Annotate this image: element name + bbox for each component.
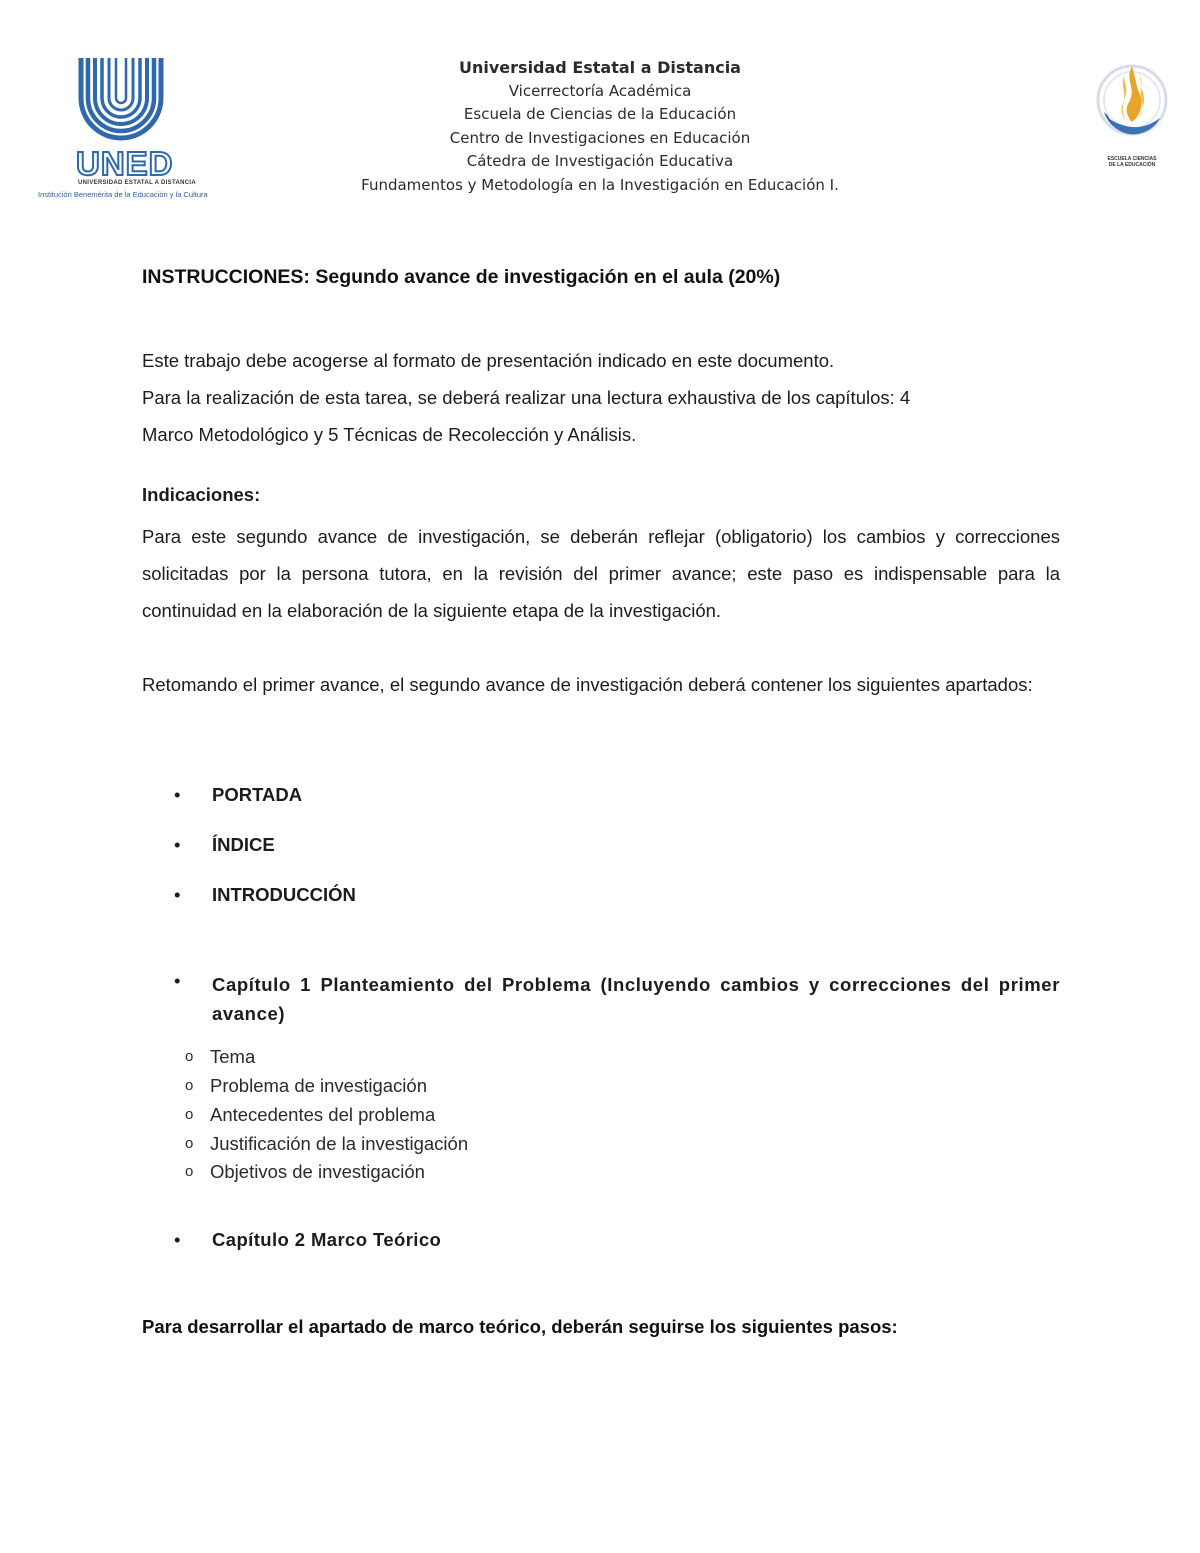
- bullet-icon: •: [174, 970, 181, 991]
- header-university: Universidad Estatal a Distancia: [459, 58, 741, 77]
- list-item-label: PORTADA: [212, 784, 303, 805]
- intro-paragraph: [142, 342, 1060, 453]
- uned-logo-line2: Institución Benemérita de la Educación y la Cultura: [38, 190, 208, 199]
- sub-item-label: Justificación de la investigación: [210, 1133, 469, 1154]
- sub-item-label: Antecedentes del problema: [210, 1104, 436, 1125]
- indicaciones-paragraph: Para este segundo avance de investigación, se deberán reflejar (obligatorio) los cambios y correcciones solicitadas por la persona tutora, en la revisión del primer avance; este paso es indispensable para la continuidad en la elaboración de la siguiente etapa de la investigación.: [142, 526, 1060, 621]
- sub-item-label: Tema: [210, 1046, 256, 1067]
- sub-bullet-icon: o: [185, 1077, 194, 1094]
- sub-item-label: Problema de investigación: [210, 1075, 427, 1096]
- ece-logo: [1094, 60, 1170, 180]
- ece-logo-line2: DE LA EDUCACIÓN: [1108, 162, 1156, 168]
- sub-bullet-icon: o: [185, 1135, 194, 1152]
- bullet-icon: •: [174, 1229, 181, 1250]
- header-course: Fundamentos y Metodología en la Investigación en Educación I.: [361, 175, 839, 194]
- flame-hand-emblem-icon: [1094, 60, 1170, 156]
- intro-line-3: Marco Metodológico y 5 Técnicas de Recolección y Análisis.: [142, 424, 637, 445]
- list-item-label: INTRODUCCIÓN: [212, 884, 356, 905]
- sub-item-label: Objetivos de investigación: [210, 1161, 425, 1182]
- marco-teorico-instructions: Para desarrollar el apartado de marco teórico, deberán seguirse los siguientes pasos:: [142, 1316, 898, 1337]
- uned-wordmark: UNED: [76, 145, 174, 182]
- bullet-icon: •: [174, 834, 181, 855]
- header-centro: Centro de Investigaciones en Educación: [449, 128, 751, 147]
- header-vicerrectoria: Vicerrectoría Académica: [508, 81, 692, 100]
- ece-logo-line1: ESCUELA CIENCIAS: [1107, 156, 1157, 162]
- sub-bullet-icon: o: [185, 1048, 194, 1065]
- header-catedra: Cátedra de Investigación Educativa: [466, 152, 734, 170]
- sub-bullet-icon: o: [185, 1106, 194, 1123]
- bullet-icon: •: [174, 784, 181, 805]
- retomando-paragraph: Retomando el primer avance, el segundo avance de investigación deberá contener los siguientes apartados:: [142, 674, 1033, 695]
- header-escuela: Escuela de Ciencias de la Educación: [463, 105, 737, 123]
- uned-logo-line1: UNIVERSIDAD ESTATAL A DISTANCIA: [78, 180, 196, 186]
- indicaciones-heading: Indicaciones:: [142, 484, 261, 505]
- institution-header: [240, 56, 960, 197]
- ece-logo-text: [1104, 156, 1160, 168]
- list-item-label: Capítulo 2 Marco Teórico: [212, 1229, 442, 1250]
- intro-line-1: Este trabajo debe acogerse al formato de presentación indicado en este documento.: [142, 350, 835, 371]
- uned-logo: [36, 50, 206, 200]
- list-item-label: Capítulo 1 Planteamiento del Problema (Incluyendo cambios y correcciones del primer avance): [212, 974, 1060, 1024]
- uned-emblem-icon: [36, 50, 206, 150]
- document-title: INSTRUCCIONES: Segundo avance de investigación en el aula (20%): [142, 266, 781, 288]
- intro-line-2: Para la realización de esta tarea, se deberá realizar una lectura exhaustiva de los capítulos: 4: [142, 387, 911, 408]
- bullet-icon: •: [174, 884, 181, 905]
- list-item-label: ÍNDICE: [212, 834, 275, 855]
- sub-bullet-icon: o: [185, 1163, 194, 1180]
